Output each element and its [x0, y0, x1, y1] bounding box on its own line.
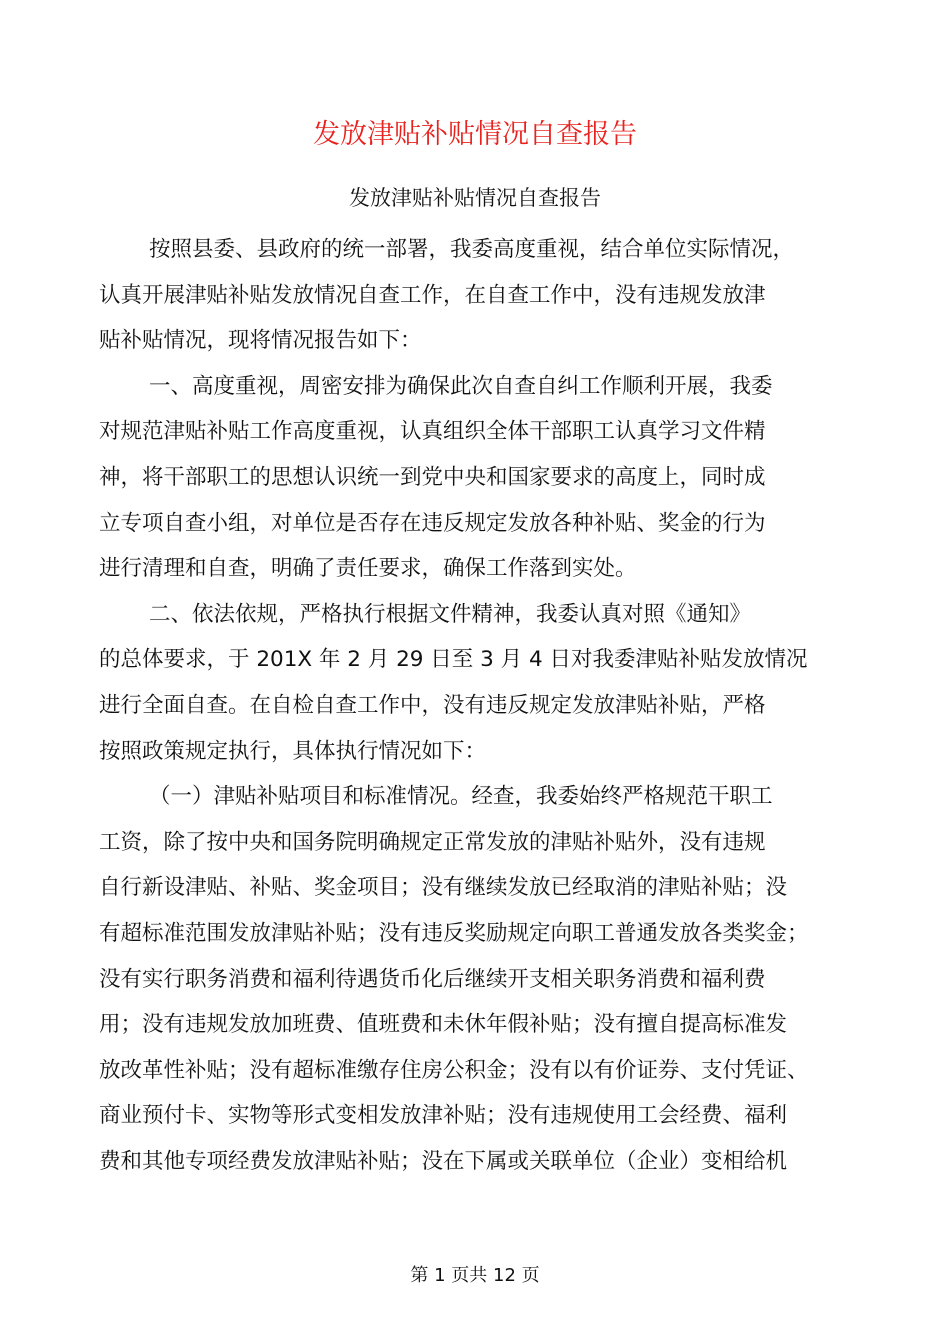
text-line: 没有实行职务消费和福利待遇货币化后继续开支相关职务消费和福利费 [99, 966, 766, 992]
paragraph-section-1 [99, 364, 851, 592]
text-line: 放改革性补贴；没有超标准缴存住房公积金；没有以有价证券、支付凭证、 [99, 1057, 809, 1083]
text-line: 对规范津贴补贴工作高度重视，认真组织全体干部职工认真学习文件精 [99, 419, 766, 445]
page-footer-indicator: 第 1 页共 12 页 [410, 1265, 540, 1286]
text-line: 按照县委、县政府的统一部署，我委高度重视，结合单位实际情况， [149, 237, 795, 262]
text-line: 用；没有违规发放加班费、值班费和未休年假补贴；没有擅自提高标准发 [99, 1012, 788, 1038]
text-line: 贴补贴情况，现将情况报告如下： [99, 328, 422, 354]
text-line: 有超标准范围发放津贴补贴；没有违反奖励规定向职工普通发放各类奖金； [99, 920, 809, 946]
text-line: （一）津贴补贴项目和标准情况。经查，我委始终严格规范干职工 [149, 784, 773, 810]
paragraph-section-2 [99, 592, 851, 774]
paragraph-subsection-1 [99, 774, 851, 1184]
text-line: 按照政策规定执行，具体执行情况如下： [99, 738, 487, 764]
document-title: 发放津贴补贴情况自查报告 [349, 186, 601, 210]
paragraph-intro [99, 227, 851, 364]
text-line: 自行新设津贴、补贴、奖金项目；没有继续发放已经取消的津贴补贴；没 [99, 875, 788, 901]
document-body [99, 227, 851, 1184]
text-line: 立专项自查小组，对单位是否存在违反规定发放各种补贴、奖金的行为 [99, 510, 766, 536]
text-line: 的总体要求，于 201X 年 2 月 29 日至 3 月 4 日对我委津贴补贴发放情况 [99, 647, 808, 673]
text-line: 一、高度重视，周密安排为确保此次自查自纠工作顺利开展，我委 [149, 373, 773, 399]
text-line: 二、依法依规，严格执行根据文件精神，我委认真对照《通知》 [149, 601, 752, 627]
red-header-title: 发放津贴补贴情况自查报告 [313, 119, 637, 150]
text-line: 神，将干部职工的思想认识统一到党中央和国家要求的高度上，同时成 [99, 464, 766, 490]
text-line: 费和其他专项经费发放津贴补贴；没在下属或关联单位（企业）变相给机 [99, 1148, 788, 1174]
text-line: 进行全面自查。在自检自查工作中，没有违反规定发放津贴补贴，严格 [99, 692, 766, 718]
text-line: 工资，除了按中央和国务院明确规定正常发放的津贴补贴外，没有违规 [99, 829, 766, 855]
text-line: 进行清理和自查，明确了责任要求，确保工作落到实处。 [99, 556, 637, 582]
text-line: 商业预付卡、实物等形式变相发放津补贴；没有违规使用工会经费、福利 [99, 1103, 788, 1129]
text-line: 认真开展津贴补贴发放情况自查工作，在自查工作中，没有违规发放津 [99, 282, 766, 308]
